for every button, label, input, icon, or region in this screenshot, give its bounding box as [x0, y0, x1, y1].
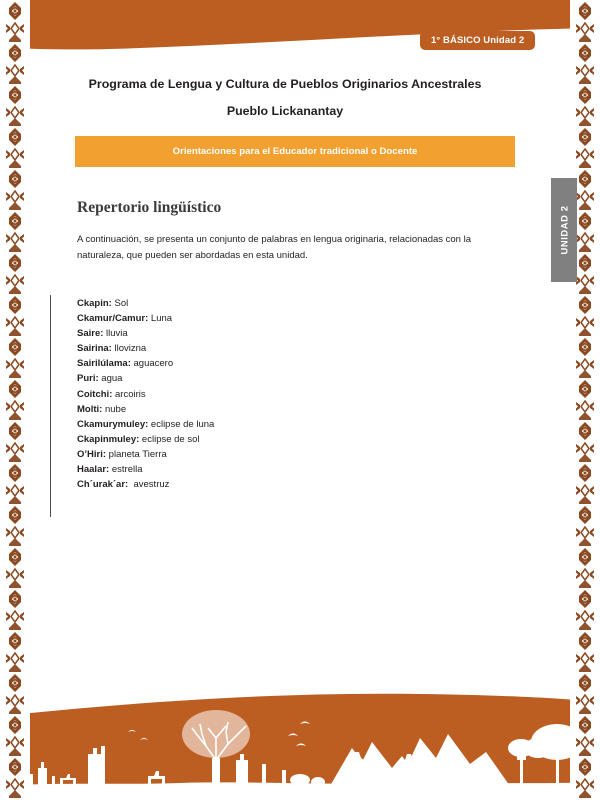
vocabulary-term: Ckamurymuley: — [77, 418, 149, 430]
vocabulary-gloss: aguacero — [130, 358, 174, 370]
vocabulary-vertical-rule — [50, 295, 51, 517]
vocabulary-term: Molti: — [77, 403, 103, 415]
vocabulary-item — [77, 402, 497, 417]
vocabulary-gloss: nube — [102, 403, 127, 415]
vocabulary-term: Ckapinmuley: — [77, 433, 140, 445]
page-title: Programa de Lengua y Cultura de Pueblos Originarios Ancestrales — [88, 77, 482, 91]
right-border-pattern — [570, 0, 600, 800]
vocabulary-item — [77, 387, 497, 402]
vocabulary-gloss: planeta Tierra — [106, 448, 167, 460]
vocabulary-item — [77, 356, 497, 371]
vocabulary-list — [77, 296, 497, 492]
vocabulary-item — [77, 432, 497, 447]
vocabulary-gloss: agua — [98, 373, 123, 385]
left-border-pattern — [0, 0, 30, 800]
unit-side-tab — [551, 178, 577, 282]
vocabulary-gloss: estrella — [109, 464, 143, 476]
vocabulary-gloss: llovizna — [111, 343, 147, 355]
vocabulary-term: Puri: — [77, 373, 99, 385]
vocabulary-item — [77, 462, 497, 477]
unit-side-tab-label: UNIDAD 2 — [558, 205, 570, 255]
vocabulary-term: Saire: — [77, 328, 104, 340]
vocabulary-item — [77, 311, 497, 326]
vocabulary-term: Sairina: — [77, 343, 112, 355]
vocabulary-gloss: eclipse de luna — [148, 418, 215, 430]
unit-badge: 1° BÁSICO Unidad 2 — [420, 31, 535, 50]
vocabulary-term: Ckamur/Camur: — [77, 313, 149, 325]
vocabulary-item — [77, 341, 497, 356]
vocabulary-gloss: lluvia — [103, 328, 128, 340]
vocabulary-term: Ckapin: — [77, 298, 112, 309]
vocabulary-gloss: arcoiris — [112, 388, 146, 400]
vocabulary-gloss: eclipse de sol — [139, 433, 200, 445]
vocabulary-item — [77, 447, 497, 462]
vocabulary-term: Haalar: — [77, 464, 110, 476]
vocabulary-item — [77, 326, 497, 341]
vocabulary-gloss: Luna — [148, 313, 173, 325]
vocabulary-item — [77, 296, 497, 311]
vocabulary-term: O’Hiri: — [77, 448, 107, 460]
vocabulary-item — [77, 417, 497, 432]
vocabulary-item — [77, 477, 497, 492]
page-subtitle: Pueblo Lickanantay — [226, 104, 344, 118]
vocabulary-gloss: Sol — [111, 298, 129, 309]
vocabulary-term: Coitchi: — [77, 388, 113, 400]
vocabulary-term: Sairilúlama: — [77, 358, 131, 370]
section-heading: Repertorio lingüístico — [77, 199, 222, 216]
orientation-banner: Orientaciones para el Educador tradicional o Docente — [75, 136, 515, 167]
content-column — [30, 0, 570, 800]
vocabulary-term: Ch´urak´ar: — [77, 479, 129, 491]
intro-paragraph: A continuación, se presenta un conjunto de palabras en lengua originaria, relacionadas con la naturaleza, que pueden ser abordadas en esta unidad. — [77, 234, 471, 261]
vocabulary-item — [77, 371, 497, 386]
vocabulary-gloss: avestruz — [128, 479, 170, 491]
